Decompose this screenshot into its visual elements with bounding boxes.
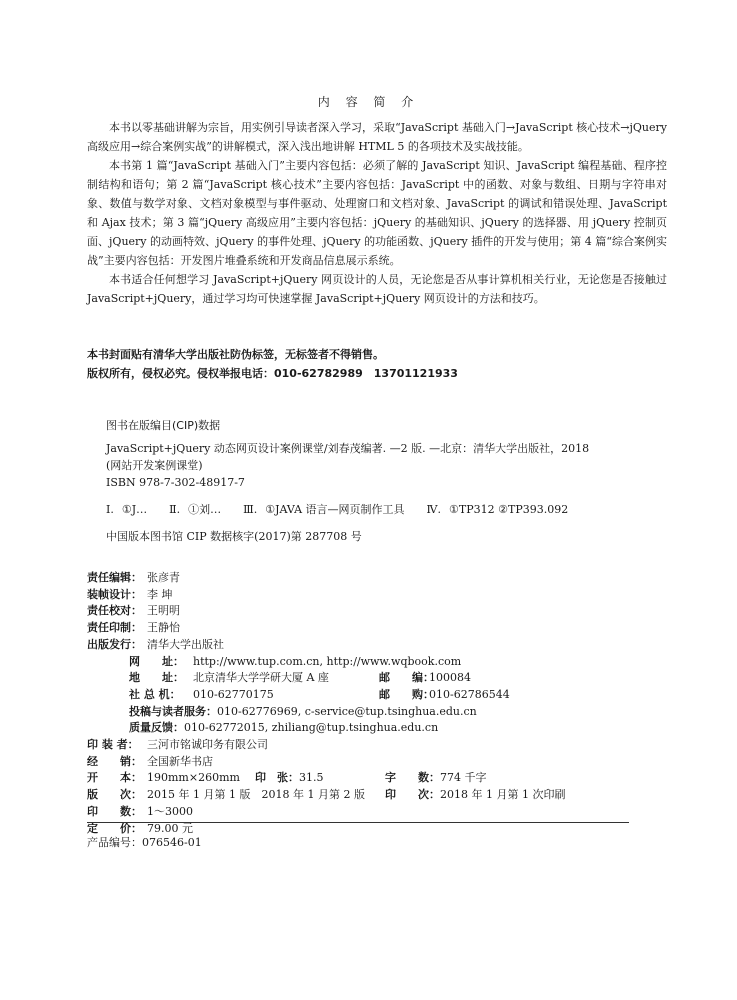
proof-row [87, 603, 565, 620]
print-run-label: 印 数： [87, 804, 142, 818]
classification-item [169, 501, 221, 518]
quality-label: 质量反馈： [129, 721, 184, 735]
editor-value: 张彦青 [147, 571, 180, 584]
proof-value: 王明明 [147, 604, 180, 618]
switchboard-row [87, 687, 565, 704]
edition-value: 2015 年 1 月第 1 版 2018 年 1 月第 2 版 [147, 788, 365, 802]
address-label: 地 址： [129, 671, 184, 685]
distributor-label: 经 销： [87, 754, 142, 768]
classification-item [243, 501, 404, 518]
quality-row [87, 720, 565, 737]
mail-order-label: 邮 购： [379, 687, 434, 701]
cip-block [106, 417, 589, 545]
copyright-notice [87, 345, 458, 383]
publisher-label: 出版发行： [87, 637, 142, 651]
rights-notice: 版权所有，侵权必究。侵权举报电话：010-62782989 13701121933 [87, 367, 458, 380]
classification-number: Ⅳ. [426, 503, 442, 516]
intro-paragraph: 本书以零基础讲解为宗旨，用实例引导读者深入学习，采取“JavaScript 基础入门→JavaScript 核心技术→jQuery 高级应用→综合案例实战”的讲解模式，深入浅出地讲解 HTML 5 的各项技术及实战技能。 [87, 121, 667, 153]
word-count-value: 774 千字 [440, 771, 487, 785]
postcode-value: 100084 [429, 671, 471, 685]
classification-number: Ⅱ. [169, 503, 181, 516]
design-label: 装帧设计： [87, 587, 142, 601]
address-value: 北京清华大学学研大厦 A 座 [193, 671, 329, 685]
intro-title: 内 容 简 介 [317, 95, 420, 109]
edition-label: 版 次： [87, 788, 142, 802]
intro-paragraph: 本书适合任何想学习 JavaScript+jQuery 网页设计的人员，无论您是否从事计算机相关行业，无论您是否接触过 JavaScript+jQuery，通过学习均可快速掌握 JavaScript+jQuery 网页设计的方法和技巧。 [87, 273, 667, 305]
intro-paragraph: 本书第 1 篇“JavaScript 基础入门”主要内容包括：必须了解的 JavaScript 知识、JavaScript 编程基础、程序控制结构和语句；第 2 篇“JavaScript 核心技术”主要内容包括：JavaScript 中的函数、对象与数组、日期与字符串对象、数值与数学对象、文档对象模型与事件驱动、处理窗口和文档对象、JavaScript 的调试和错误处理、JavaScript 和 Ajax 技术；第 3 篇“jQuery 高级应用”主要内容包括：jQuery 的基础知识、jQuery 的选择器、用 jQuery 控制页面、jQuery 的动画特效、jQuery 的事件处理、jQuery 的功能函数、jQuery 插件的开发与使用；第 4 篇“综合案例实战”主要内容包括：开发图片堆叠系统和开发商品信息展示系统。 [87, 159, 667, 267]
printer-value: 三河市铭诚印务有限公司 [147, 738, 268, 752]
postcode-label: 邮 编： [379, 671, 434, 685]
design-value: 李 坤 [147, 587, 173, 601]
classification-text: ①TP312 ②TP393.092 [449, 503, 569, 516]
print-run-value: 1～3000 [147, 804, 193, 818]
mail-order-value: 010-62786544 [429, 687, 510, 701]
cip-record-number: 中国版本图书馆 CIP 数据核字(2017)第 287708 号 [106, 530, 362, 543]
print-run-row [87, 804, 565, 821]
design-row [87, 587, 565, 604]
website-label: 网 址： [129, 654, 184, 668]
separator-line [87, 822, 629, 823]
reader-service-value: 010-62776969, c-service@tup.tsinghua.edu.cn [217, 704, 477, 718]
print-manager-label: 责任印制： [87, 621, 142, 635]
editor-row [87, 570, 565, 587]
switchboard-label: 社 总 机： [129, 687, 181, 701]
word-count-label: 字 数： [385, 771, 440, 785]
quality-value: 010-62772015, zhiliang@tup.tsinghua.edu.cn [184, 721, 439, 735]
classification-text: ①J… [121, 503, 148, 516]
format-label: 开 本： [87, 771, 142, 785]
product-code: 产品编号：076546-01 [87, 836, 202, 849]
switchboard-value: 010-62770175 [193, 687, 274, 701]
cip-title: 图书在版编目(CIP)数据 [106, 419, 221, 432]
printer-label: 印 装 者： [87, 738, 139, 752]
classification-number: Ⅰ. [106, 503, 114, 516]
cip-series: (网站开发案例课堂) [106, 459, 203, 472]
edition-row [87, 787, 565, 804]
distributor-value: 全国新华书店 [147, 754, 213, 768]
print-manager-row [87, 620, 565, 637]
sheets-value: 31.5 [299, 771, 324, 785]
printer-row [87, 737, 565, 754]
cip-citation: JavaScript+jQuery 动态网页设计案例课堂/刘春茂编著. —2 版. —北京：清华大学出版社，2018 [106, 442, 590, 455]
publisher-row [87, 637, 565, 654]
classification-item [106, 501, 147, 518]
classification-item [427, 501, 569, 518]
impression-value: 2018 年 1 月第 1 次印刷 [440, 788, 566, 802]
website-value: http://www.tup.com.cn, http://www.wqbook.com [193, 654, 462, 668]
classification-text: ①刘… [188, 503, 222, 516]
format-row [87, 770, 565, 787]
impression-label: 印 次： [385, 788, 440, 802]
cip-isbn: ISBN 978-7-302-48917-7 [106, 476, 245, 489]
website-row [87, 654, 565, 671]
format-value: 190mm×260mm [147, 771, 240, 785]
cip-classification [106, 501, 589, 518]
intro-body [87, 118, 667, 308]
distributor-row [87, 754, 565, 771]
publisher-value: 清华大学出版社 [147, 637, 224, 651]
price-label: 定 价： [87, 821, 142, 835]
classification-text: ①JAVA 语言—网页制作工具 [265, 503, 405, 516]
anti-counterfeit-notice: 本书封面贴有清华大学出版社防伪标签，无标签者不得销售。 [87, 348, 384, 361]
price-value: 79.00 元 [147, 821, 193, 835]
address-row [87, 670, 565, 687]
sheets-label: 印 张： [255, 771, 299, 785]
proof-label: 责任校对： [87, 604, 142, 618]
editor-label: 责任编辑： [87, 571, 142, 584]
reader-service-label: 投稿与读者服务： [129, 704, 217, 718]
classification-number: Ⅲ. [243, 503, 258, 516]
print-manager-value: 王静怡 [147, 621, 180, 635]
reader-service-row [87, 704, 565, 721]
publication-details [87, 570, 565, 837]
